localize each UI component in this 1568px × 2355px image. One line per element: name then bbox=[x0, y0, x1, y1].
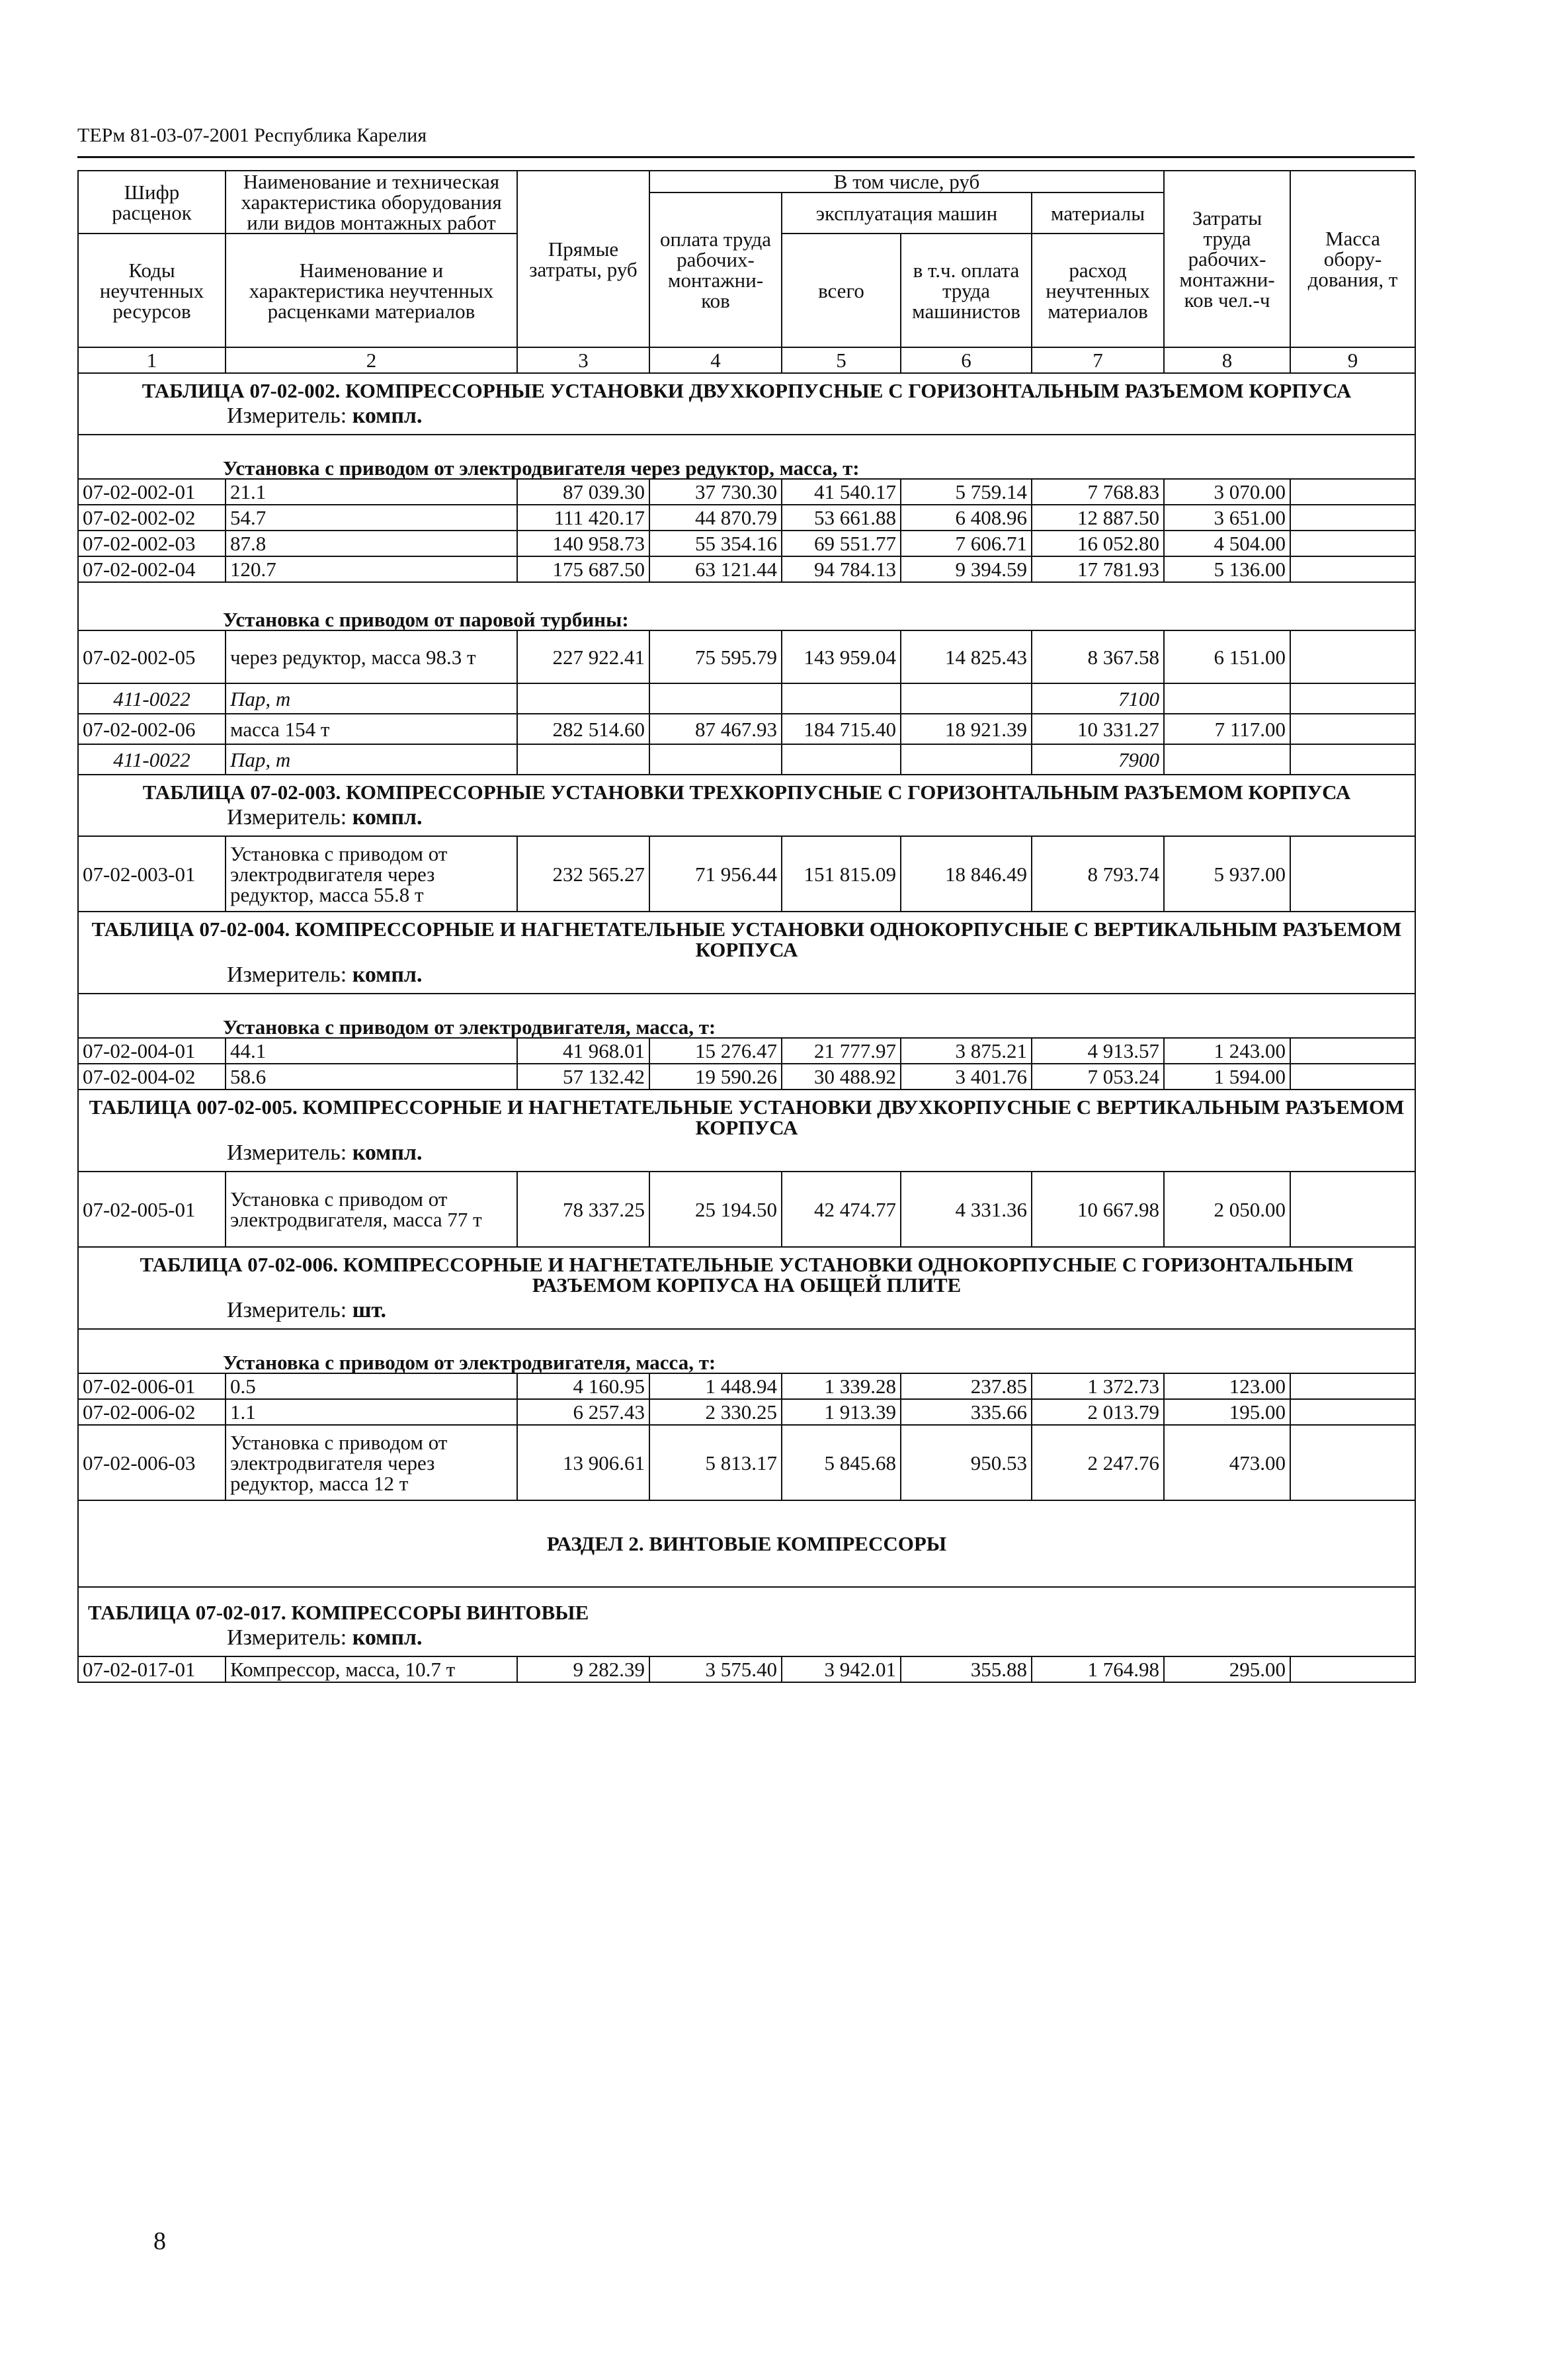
subgroup-title: Установка с приводом от электродвигателя, масса, т: bbox=[78, 994, 1415, 1038]
measure-label: Измеритель: bbox=[227, 805, 347, 830]
rate-code: 07-02-017-01 bbox=[78, 1656, 226, 1682]
direct-costs: 232 565.27 bbox=[517, 836, 649, 912]
equipment-mass bbox=[1290, 630, 1415, 683]
materials-cost: 12 887.50 bbox=[1032, 505, 1164, 531]
rate-code: 07-02-006-03 bbox=[78, 1425, 226, 1500]
machinist-pay: 14 825.43 bbox=[901, 630, 1032, 683]
work-description: 120.7 bbox=[226, 556, 517, 582]
col-number: 7 bbox=[1032, 347, 1164, 373]
equipment-mass bbox=[1290, 505, 1415, 531]
machinist-pay: 950.53 bbox=[901, 1425, 1032, 1500]
col-number: 5 bbox=[782, 347, 901, 373]
measure-label: Измеритель: bbox=[227, 963, 347, 987]
worker-pay: 63 121.44 bbox=[649, 556, 782, 582]
work-description: 21.1 bbox=[226, 479, 517, 505]
measure-unit: компл. bbox=[352, 805, 423, 830]
worker-pay: 71 956.44 bbox=[649, 836, 782, 912]
subgroup-title: Установка с приводом от паровой турбины: bbox=[78, 582, 1415, 630]
direct-costs: 41 968.01 bbox=[517, 1038, 649, 1064]
resource-row bbox=[78, 683, 1415, 714]
table-row bbox=[78, 1425, 1415, 1500]
labor-hours: 4 504.00 bbox=[1164, 531, 1290, 556]
price-table bbox=[77, 170, 1416, 1683]
materials-cost: 4 913.57 bbox=[1032, 1038, 1164, 1064]
section-title: РАЗДЕЛ 2. ВИНТОВЫЕ КОМПРЕССОРЫ bbox=[78, 1500, 1415, 1587]
worker-pay: 44 870.79 bbox=[649, 505, 782, 531]
labor-hours: 195.00 bbox=[1164, 1399, 1290, 1425]
running-head: ТЕРм 81-03-07-2001 Республика Карелия bbox=[77, 124, 427, 146]
machines-total: 30 488.92 bbox=[782, 1064, 901, 1090]
measure-unit: компл. bbox=[352, 963, 423, 987]
table-07-02-003 bbox=[78, 775, 1415, 912]
machinist-pay: 18 846.49 bbox=[901, 836, 1032, 912]
measure-line bbox=[227, 806, 1405, 829]
machinist-pay: 6 408.96 bbox=[901, 505, 1032, 531]
resource-row bbox=[78, 744, 1415, 775]
machinist-pay: 5 759.14 bbox=[901, 479, 1032, 505]
rate-code: 07-02-002-04 bbox=[78, 556, 226, 582]
equipment-mass bbox=[1290, 836, 1415, 912]
machines-total: 1 913.39 bbox=[782, 1399, 901, 1425]
table-07-02-006 bbox=[78, 1247, 1415, 1500]
rate-code: 07-02-006-01 bbox=[78, 1373, 226, 1399]
direct-costs: 87 039.30 bbox=[517, 479, 649, 505]
labor-hours: 3 651.00 bbox=[1164, 505, 1290, 531]
header-direct-costs: Прямые затраты, руб bbox=[517, 171, 649, 347]
labor-hours: 5 937.00 bbox=[1164, 836, 1290, 912]
table-title-cell bbox=[78, 912, 1415, 994]
equipment-mass bbox=[1290, 1399, 1415, 1425]
worker-pay: 25 194.50 bbox=[649, 1172, 782, 1247]
table-title: ТАБЛИЦА 007-02-005. КОМПРЕССОРНЫЕ И НАГНЕТАТЕЛЬНЫЕ УСТАНОВКИ ДВУХКОРПУСНЫЕ С ВЕРТИКАЛЬНЫМ РАЗЪЕМОМ КОРПУСА bbox=[89, 1095, 1405, 1139]
measure-label: Измеритель: bbox=[227, 1140, 347, 1165]
worker-pay: 55 354.16 bbox=[649, 531, 782, 556]
header-group-materials: материалы bbox=[1032, 193, 1164, 234]
rate-code: 07-02-002-06 bbox=[78, 714, 226, 744]
machines-total: 41 540.17 bbox=[782, 479, 901, 505]
table-row bbox=[78, 505, 1415, 531]
labor-hours: 295.00 bbox=[1164, 1656, 1290, 1682]
rate-code: 07-02-006-02 bbox=[78, 1399, 226, 1425]
work-description: Установка с приводом от электродвигателя через редуктор, масса 12 т bbox=[226, 1425, 517, 1500]
subgroup-title: Установка с приводом от электродвигателя, масса, т: bbox=[78, 1329, 1415, 1373]
materials-cost: 1 764.98 bbox=[1032, 1656, 1164, 1682]
table-title-cell bbox=[78, 373, 1415, 435]
worker-pay: 37 730.30 bbox=[649, 479, 782, 505]
measure-line bbox=[227, 1142, 1405, 1164]
rate-code: 07-02-005-01 bbox=[78, 1172, 226, 1247]
rate-code: 07-02-004-01 bbox=[78, 1038, 226, 1064]
equipment-mass bbox=[1290, 556, 1415, 582]
table-07-02-002 bbox=[78, 373, 1415, 775]
table-row bbox=[78, 479, 1415, 505]
col-number: 1 bbox=[78, 347, 226, 373]
table-row bbox=[78, 556, 1415, 582]
direct-costs: 78 337.25 bbox=[517, 1172, 649, 1247]
labor-hours: 1 594.00 bbox=[1164, 1064, 1290, 1090]
rate-code: 07-02-003-01 bbox=[78, 836, 226, 912]
machines-total: 151 815.09 bbox=[782, 836, 901, 912]
work-description: 87.8 bbox=[226, 531, 517, 556]
header-name-bottom: Наименование и характеристика неучтенных расценками материалов bbox=[226, 234, 517, 347]
equipment-mass bbox=[1290, 479, 1415, 505]
rate-code: 07-02-002-05 bbox=[78, 630, 226, 683]
equipment-mass bbox=[1290, 1172, 1415, 1247]
equipment-mass bbox=[1290, 1064, 1415, 1090]
measure-line bbox=[227, 1627, 1405, 1649]
labor-hours: 6 151.00 bbox=[1164, 630, 1290, 683]
table-title-cell bbox=[78, 1090, 1415, 1172]
machines-total: 1 339.28 bbox=[782, 1373, 901, 1399]
measure-label: Измеритель: bbox=[227, 404, 347, 428]
measure-label: Измеритель: bbox=[227, 1298, 347, 1322]
labor-hours: 123.00 bbox=[1164, 1373, 1290, 1399]
table-title: ТАБЛИЦА 07-02-006. КОМПРЕССОРНЫЕ И НАГНЕТАТЕЛЬНЫЕ УСТАНОВКИ ОДНОКОРПУСНЫЕ С ГОРИЗОНТАЛЬНЫМ РАЗЪЕМОМ КОРПУСА НА ОБЩЕЙ ПЛИТЕ bbox=[140, 1253, 1354, 1297]
work-description: 54.7 bbox=[226, 505, 517, 531]
labor-hours: 2 050.00 bbox=[1164, 1172, 1290, 1247]
worker-pay: 3 575.40 bbox=[649, 1656, 782, 1682]
machines-total: 143 959.04 bbox=[782, 630, 901, 683]
header-equipment-mass: Масса обору-дования, т bbox=[1290, 171, 1415, 347]
resource-amount: 7900 bbox=[1032, 744, 1164, 775]
equipment-mass bbox=[1290, 531, 1415, 556]
table-row bbox=[78, 630, 1415, 683]
direct-costs: 6 257.43 bbox=[517, 1399, 649, 1425]
machinist-pay: 4 331.36 bbox=[901, 1172, 1032, 1247]
resource-amount: 7100 bbox=[1032, 683, 1164, 714]
materials-cost: 17 781.93 bbox=[1032, 556, 1164, 582]
machinist-pay: 7 606.71 bbox=[901, 531, 1032, 556]
subgroup-title: Установка с приводом от электродвигателя через редуктор, масса, т: bbox=[78, 435, 1415, 479]
equipment-mass bbox=[1290, 1656, 1415, 1682]
materials-cost: 8 793.74 bbox=[1032, 836, 1164, 912]
table-07-02-017 bbox=[78, 1587, 1415, 1682]
header-group-machines: эксплуатация машин bbox=[782, 193, 1032, 234]
rate-code: 07-02-002-01 bbox=[78, 479, 226, 505]
materials-cost: 7 768.83 bbox=[1032, 479, 1164, 505]
work-description: Компрессор, масса, 10.7 т bbox=[226, 1656, 517, 1682]
direct-costs: 227 922.41 bbox=[517, 630, 649, 683]
table-title-cell bbox=[78, 1587, 1415, 1656]
direct-costs: 111 420.17 bbox=[517, 505, 649, 531]
work-description: Установка с приводом от электродвигателя через редуктор, масса 55.8 т bbox=[226, 836, 517, 912]
direct-costs: 175 687.50 bbox=[517, 556, 649, 582]
table-row bbox=[78, 1064, 1415, 1090]
table-row bbox=[78, 1399, 1415, 1425]
resource-code: 411-0022 bbox=[78, 683, 226, 714]
machines-total: 42 474.77 bbox=[782, 1172, 901, 1247]
work-description: Установка с приводом от электродвигателя, масса 77 т bbox=[226, 1172, 517, 1247]
header-machines-total: всего bbox=[782, 234, 901, 347]
measure-label: Измеритель: bbox=[227, 1625, 347, 1650]
table-row bbox=[78, 531, 1415, 556]
equipment-mass bbox=[1290, 1038, 1415, 1064]
header-labor-hours: Затраты труда рабочих-монтажни-ков чел.-ч bbox=[1164, 171, 1290, 347]
header-machinist-pay: в т.ч. оплата труда машинистов bbox=[901, 234, 1032, 347]
machines-total: 5 845.68 bbox=[782, 1425, 901, 1500]
direct-costs: 4 160.95 bbox=[517, 1373, 649, 1399]
table-row bbox=[78, 714, 1415, 744]
resource-name: Пар, т bbox=[226, 744, 517, 775]
table-row bbox=[78, 836, 1415, 912]
table-row bbox=[78, 1172, 1415, 1247]
page-number: 8 bbox=[153, 2227, 166, 2255]
table-title: ТАБЛИЦА 07-02-017. КОМПРЕССОРЫ ВИНТОВЫЕ bbox=[88, 1601, 589, 1624]
worker-pay: 75 595.79 bbox=[649, 630, 782, 683]
materials-cost: 7 053.24 bbox=[1032, 1064, 1164, 1090]
work-description: масса 154 т bbox=[226, 714, 517, 744]
direct-costs: 57 132.42 bbox=[517, 1064, 649, 1090]
equipment-mass bbox=[1290, 1425, 1415, 1500]
materials-cost: 16 052.80 bbox=[1032, 531, 1164, 556]
materials-cost: 10 331.27 bbox=[1032, 714, 1164, 744]
materials-cost: 2 247.76 bbox=[1032, 1425, 1164, 1500]
materials-cost: 8 367.58 bbox=[1032, 630, 1164, 683]
measure-line bbox=[227, 405, 1405, 427]
header-name-top: Наименование и техническая характеристика оборудования или видов монтажных работ bbox=[226, 171, 517, 234]
measure-unit: компл. bbox=[352, 404, 423, 428]
machines-total: 21 777.97 bbox=[782, 1038, 901, 1064]
table-row bbox=[78, 1038, 1415, 1064]
work-description: 1.1 bbox=[226, 1399, 517, 1425]
col-number: 4 bbox=[649, 347, 782, 373]
col-number: 8 bbox=[1164, 347, 1290, 373]
worker-pay: 2 330.25 bbox=[649, 1399, 782, 1425]
worker-pay: 87 467.93 bbox=[649, 714, 782, 744]
machinist-pay: 237.85 bbox=[901, 1373, 1032, 1399]
col-number: 2 bbox=[226, 347, 517, 373]
section-2 bbox=[78, 1500, 1415, 1587]
labor-hours: 473.00 bbox=[1164, 1425, 1290, 1500]
direct-costs: 282 514.60 bbox=[517, 714, 649, 744]
materials-cost: 10 667.98 bbox=[1032, 1172, 1164, 1247]
worker-pay: 5 813.17 bbox=[649, 1425, 782, 1500]
col-number: 9 bbox=[1290, 347, 1415, 373]
direct-costs: 13 906.61 bbox=[517, 1425, 649, 1500]
table-07-02-004 bbox=[78, 912, 1415, 1090]
labor-hours: 7 117.00 bbox=[1164, 714, 1290, 744]
measure-line bbox=[227, 964, 1405, 986]
col-number: 6 bbox=[901, 347, 1032, 373]
work-description: 0.5 bbox=[226, 1373, 517, 1399]
measure-unit: компл. bbox=[352, 1140, 423, 1165]
machines-total: 69 551.77 bbox=[782, 531, 901, 556]
work-description: через редуктор, масса 98.3 т bbox=[226, 630, 517, 683]
table-row bbox=[78, 1373, 1415, 1399]
labor-hours: 1 243.00 bbox=[1164, 1038, 1290, 1064]
rate-code: 07-02-002-02 bbox=[78, 505, 226, 531]
direct-costs: 140 958.73 bbox=[517, 531, 649, 556]
table-07-02-005 bbox=[78, 1090, 1415, 1247]
worker-pay: 15 276.47 bbox=[649, 1038, 782, 1064]
header-code-bottom: Коды неучтенных ресурсов bbox=[78, 234, 226, 347]
materials-cost: 1 372.73 bbox=[1032, 1373, 1164, 1399]
table-title: ТАБЛИЦА 07-02-002. КОМПРЕССОРНЫЕ УСТАНОВКИ ДВУХКОРПУСНЫЕ С ГОРИЗОНТАЛЬНЫМ РАЗЪЕМОМ КОРПУСА bbox=[142, 379, 1352, 402]
resource-code: 411-0022 bbox=[78, 744, 226, 775]
machines-total: 94 784.13 bbox=[782, 556, 901, 582]
table-title-cell bbox=[78, 1247, 1415, 1329]
header-group-including: В том числе, руб bbox=[649, 171, 1164, 193]
machinist-pay: 3 401.76 bbox=[901, 1064, 1032, 1090]
table-row bbox=[78, 1656, 1415, 1682]
table-title: ТАБЛИЦА 07-02-003. КОМПРЕССОРНЫЕ УСТАНОВКИ ТРЕХКОРПУСНЫЕ С ГОРИЗОНТАЛЬНЫМ РАЗЪЕМОМ КОРПУСА bbox=[142, 781, 1351, 804]
machinist-pay: 3 875.21 bbox=[901, 1038, 1032, 1064]
labor-hours: 5 136.00 bbox=[1164, 556, 1290, 582]
machinist-pay: 355.88 bbox=[901, 1656, 1032, 1682]
header-materials-use: расход неучтенных материалов bbox=[1032, 234, 1164, 347]
resource-name: Пар, т bbox=[226, 683, 517, 714]
machines-total: 3 942.01 bbox=[782, 1656, 901, 1682]
worker-pay: 19 590.26 bbox=[649, 1064, 782, 1090]
labor-hours: 3 070.00 bbox=[1164, 479, 1290, 505]
machines-total: 53 661.88 bbox=[782, 505, 901, 531]
table-header bbox=[78, 171, 1415, 373]
machines-total: 184 715.40 bbox=[782, 714, 901, 744]
col-number: 3 bbox=[517, 347, 649, 373]
equipment-mass bbox=[1290, 1373, 1415, 1399]
direct-costs: 9 282.39 bbox=[517, 1656, 649, 1682]
materials-cost: 2 013.79 bbox=[1032, 1399, 1164, 1425]
header-rule bbox=[77, 156, 1415, 158]
machinist-pay: 335.66 bbox=[901, 1399, 1032, 1425]
table-title: ТАБЛИЦА 07-02-004. КОМПРЕССОРНЫЕ И НАГНЕТАТЕЛЬНЫЕ УСТАНОВКИ ОДНОКОРПУСНЫЕ С ВЕРТИКАЛЬНЫМ РАЗЪЕМОМ КОРПУСА bbox=[91, 918, 1402, 961]
measure-line bbox=[227, 1299, 1405, 1322]
header-worker-pay: оплата труда рабочих-монтажни-ков bbox=[649, 193, 782, 347]
worker-pay: 1 448.94 bbox=[649, 1373, 782, 1399]
work-description: 58.6 bbox=[226, 1064, 517, 1090]
machinist-pay: 18 921.39 bbox=[901, 714, 1032, 744]
measure-unit: шт. bbox=[352, 1298, 387, 1322]
equipment-mass bbox=[1290, 714, 1415, 744]
rate-code: 07-02-004-02 bbox=[78, 1064, 226, 1090]
work-description: 44.1 bbox=[226, 1038, 517, 1064]
header-code-top: Шифр расценок bbox=[78, 171, 226, 234]
measure-unit: компл. bbox=[352, 1625, 423, 1650]
rate-code: 07-02-002-03 bbox=[78, 531, 226, 556]
machinist-pay: 9 394.59 bbox=[901, 556, 1032, 582]
table-title-cell bbox=[78, 775, 1415, 836]
